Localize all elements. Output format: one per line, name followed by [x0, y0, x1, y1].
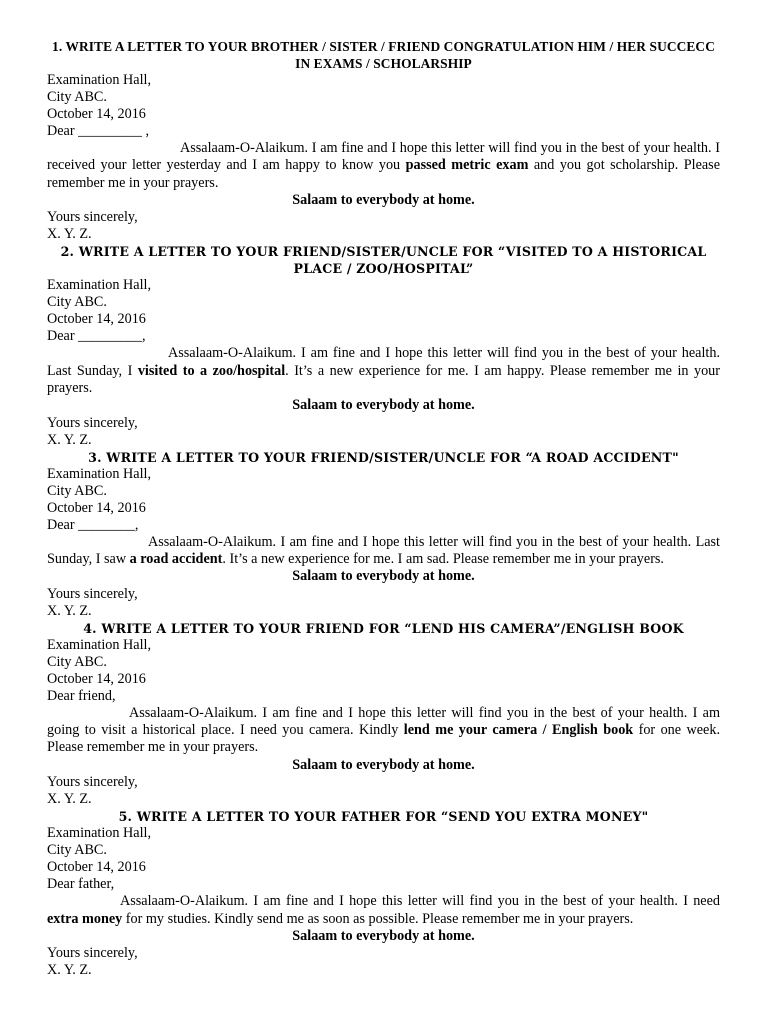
letter-2-heading: 2. WRITE A LETTER TO YOUR FRIEND/SISTER/UNCLE FOR “VISITED TO A HISTORICAL PLACE / ZOO/HOSPITAL” — [60, 244, 707, 277]
letter-2-salaam: Salaam to everybody at home. — [292, 397, 475, 414]
letter-2-body — [47, 345, 720, 397]
letter-3-body — [47, 534, 720, 569]
letter-3-body-end: . It’s a new experience for me. I am sad. Please remember me in your prayers. — [222, 551, 664, 568]
letter-5 — [47, 808, 720, 979]
letter-1-address-line-1: Examination Hall, — [47, 72, 152, 88]
letter-1-body-end: and you got scholarship. Please remember me in your prayers. — [47, 157, 720, 191]
letter-1 — [47, 38, 720, 243]
letter-4-date: October 14, 2016 — [47, 670, 146, 687]
letter-3-body-start: Assalaam-O-Alaikum. I am fine and I hope this letter will find you in the best of your health. Last Sunday, I saw — [47, 533, 720, 568]
letter-1-heading: 1. WRITE A LETTER TO YOUR BROTHER / SISTER / FRIEND CONGRATULATION HIM / HER SUCCECC IN EXAMS / SCHOLARSHIP — [52, 39, 715, 71]
letter-4-body — [47, 705, 720, 757]
letter-2-closing: Yours sincerely, — [47, 414, 138, 431]
letter-3-salaam: Salaam to everybody at home. — [292, 568, 475, 585]
letter-1-signature: X. Y. Z. — [47, 226, 92, 243]
letter-3 — [47, 449, 720, 620]
letter-3-closing: Yours sincerely, — [47, 585, 138, 602]
letter-3-address-line-1: Examination Hall, — [47, 465, 152, 482]
letter-5-date: October 14, 2016 — [47, 859, 146, 876]
letter-1-date: October 14, 2016 — [47, 106, 146, 122]
letter-2-body-emphasis: visited to a zoo/hospital — [137, 362, 286, 379]
letter-5-body — [47, 893, 720, 928]
letter-4-heading: 4. WRITE A LETTER TO YOUR FRIEND FOR “LEND HIS CAMERA”/ENGLISH BOOK — [83, 620, 684, 636]
letter-3-address-line-2: City ABC. — [47, 482, 107, 499]
letter-3-heading: 3. WRITE A LETTER TO YOUR FRIEND/SISTER/UNCLE FOR “A ROAD ACCIDENT" — [88, 449, 679, 465]
letter-2-address-line-2: City ABC. — [47, 294, 107, 311]
letter-5-heading: 5. WRITE A LETTER TO YOUR FATHER FOR “SEND YOU EXTRA MONEY" — [118, 809, 649, 825]
letter-2-body-start: Assalaam-O-Alaikum. I am fine and I hope this letter will find you in the best of your health. Last Sunday, I — [47, 345, 720, 379]
letter-4-body-end: for one week. Please remember me in your prayers. — [47, 722, 720, 756]
letter-3-body-emphasis: a road accident — [129, 551, 223, 568]
letter-2-signature: X. Y. Z. — [47, 431, 92, 448]
letter-4-address-line-1: Examination Hall, — [47, 636, 152, 653]
letter-4-body-start: Assalaam-O-Alaikum. I am fine and I hope this letter will find you in the best of your health. I am going to visit a historical place. I need you camera. Kindly — [47, 704, 720, 739]
letter-4-salaam: Salaam to everybody at home. — [292, 756, 475, 773]
letter-4-address-line-2: City ABC. — [47, 653, 107, 670]
letter-5-body-end: for my studies. Kindly send me as soon as possible. Please remember me in your prayers. — [122, 910, 634, 927]
letter-4-closing: Yours sincerely, — [47, 774, 138, 791]
letter-5-address-line-1: Examination Hall, — [47, 825, 152, 842]
letter-3-salutation: Dear ________, — [47, 516, 139, 533]
letter-4-salutation: Dear friend, — [47, 687, 116, 704]
letter-5-body-emphasis: extra money — [47, 910, 123, 927]
letter-2 — [47, 243, 720, 448]
letter-4 — [47, 620, 720, 808]
letter-5-signature: X. Y. Z. — [47, 962, 92, 979]
letter-1-address-line-2: City ABC. — [47, 89, 107, 105]
letter-5-salaam: Salaam to everybody at home. — [292, 927, 475, 944]
letter-2-body-end: . It’s a new experience for me. I am happy. Please remember me in your prayers. — [47, 362, 720, 396]
letter-4-body-emphasis: lend me your camera / English book — [403, 722, 634, 739]
letter-1-body-start: Assalaam-O-Alaikum. I am fine and I hope this letter will find you in the best of your health. I received your letter yesterday and I am happy to know you — [47, 140, 720, 174]
letter-2-date: October 14, 2016 — [47, 311, 146, 328]
letter-1-salutation: Dear _________ , — [47, 123, 150, 139]
letter-5-address-line-2: City ABC. — [47, 842, 107, 859]
letter-2-address-line-1: Examination Hall, — [47, 277, 152, 294]
letter-2-salutation: Dear _________, — [47, 328, 146, 345]
letter-1-salaam: Salaam to everybody at home. — [292, 191, 475, 208]
letter-5-closing: Yours sincerely, — [47, 945, 138, 962]
letter-1-body-emphasis: passed metric exam — [405, 157, 529, 174]
letter-1-closing: Yours sincerely, — [47, 209, 138, 226]
letter-4-signature: X. Y. Z. — [47, 791, 92, 808]
letter-3-date: October 14, 2016 — [47, 499, 146, 516]
letter-3-signature: X. Y. Z. — [47, 602, 92, 619]
letter-1-body — [47, 140, 720, 192]
letter-5-body-start: Assalaam-O-Alaikum. I am fine and I hope this letter will find you in the best of your health. I need — [120, 893, 720, 910]
letter-5-salutation: Dear father, — [47, 876, 115, 893]
